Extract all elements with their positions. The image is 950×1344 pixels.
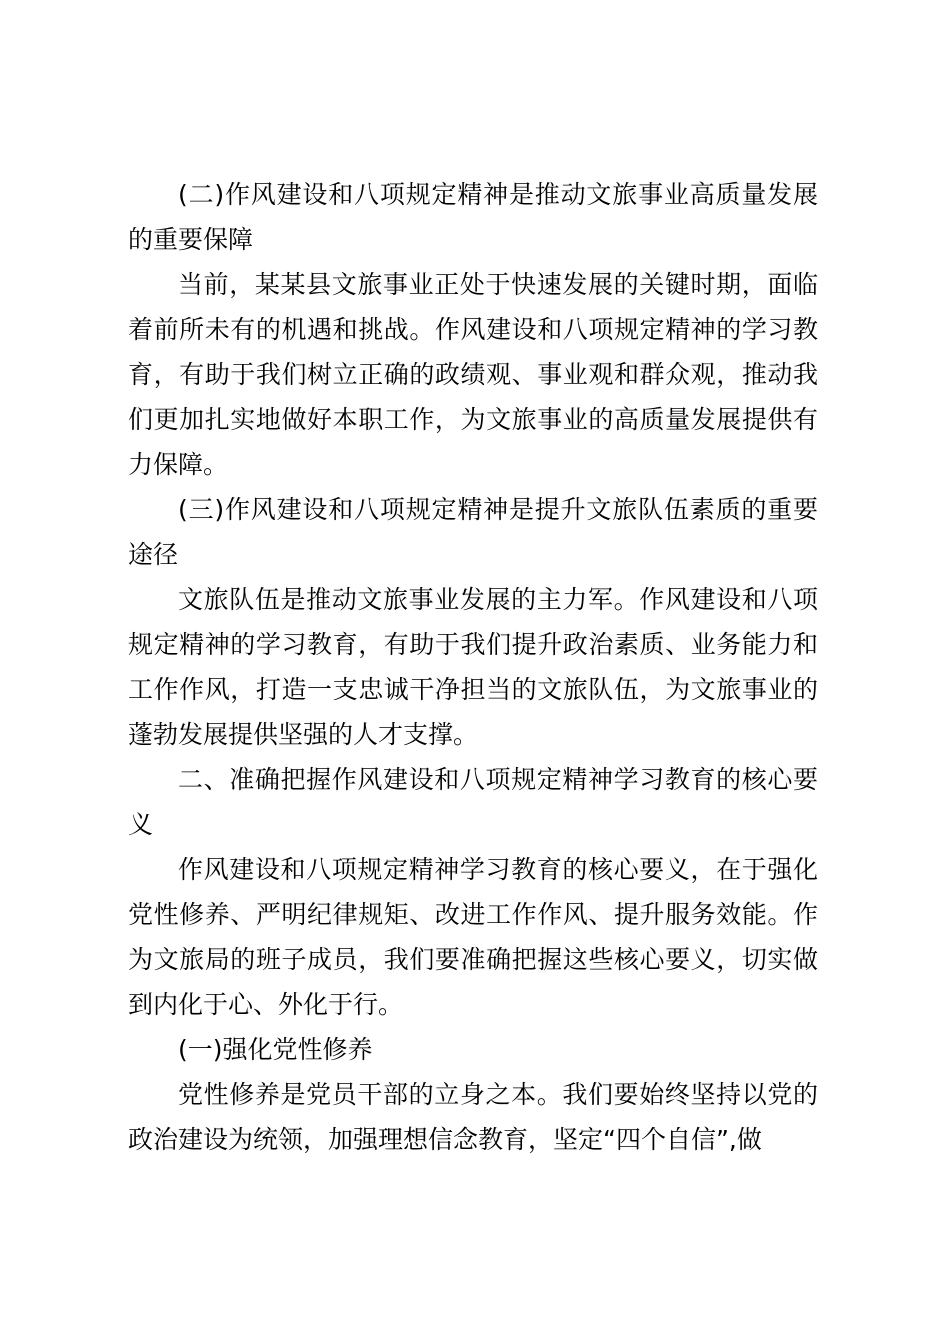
body-paragraph: 当前，某某县文旅事业正处于快速发展的关键时期，面临着前所未有的机遇和挑战。作风建设和八项规定精神的学习教育，有助于我们树立正确的政绩观、事业观和群众观，推动我们更加扎实地做好本职工作，为文旅事业的高质量发展提供有力保障。 xyxy=(128,270,818,479)
body-paragraph: 作风建设和八项规定精神学习教育的核心要义，在于强化党性修养、严明纪律规矩、改进工作作风、提升服务效能。作为文旅局的班子成员，我们要准确把握这些核心要义，切实做到内化于心、外化于行。 xyxy=(128,855,818,1019)
section-heading-2-3: (三)作风建设和八项规定精神是提升文旅队伍素质的重要途径 xyxy=(128,495,818,569)
section-heading-3-1: (一)强化党性修养 xyxy=(178,1035,373,1064)
chapter-heading-2: 二、准确把握作风建设和八项规定精神学习教育的核心要义 xyxy=(128,765,818,839)
document-page xyxy=(128,172,818,1162)
body-paragraph: 文旅队伍是推动文旅事业发展的主力军。作风建设和八项规定精神的学习教育，有助于我们提升政治素质、业务能力和工作作风，打造一支忠诚干净担当的文旅队伍，为文旅事业的蓬勃发展提供坚强的人才支撑。 xyxy=(128,585,818,749)
body-paragraph: 党性修养是党员干部的立身之本。我们要始终坚持以党的政治建设为统领，加强理想信念教育，坚定“四个自信”,做 xyxy=(128,1080,818,1154)
section-heading-2-2: (二)作风建设和八项规定精神是推动文旅事业高质量发展的重要保障 xyxy=(128,180,818,254)
